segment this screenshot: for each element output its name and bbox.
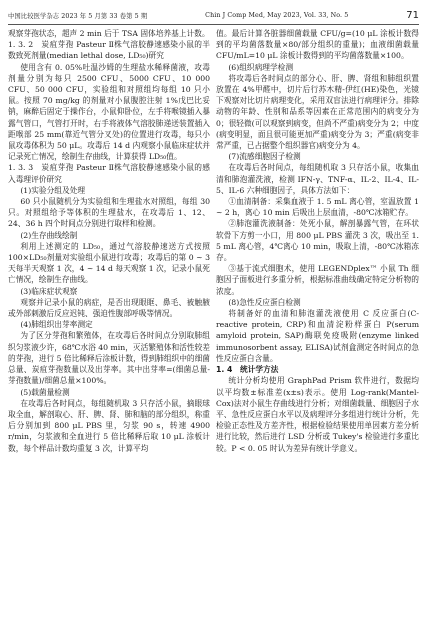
paragraph: (3)临床症状观察 [20, 286, 78, 296]
journal-title-cn: 中国比较医学杂志 2023 年 5 月第 33 卷第 5 期 [8, 12, 148, 20]
paragraph: ②肺泡灌洗液制备：处死小鼠，解剖暴露气管，在环状软骨下方剪一小口，用 800 μL PBS 灌洗 3 次，吸出至 1. 5 mL 离心管，4℃离心 10 min，吸取上清，-80℃冰箱冻存。 [216, 219, 419, 263]
paragraph: 为了区分芽孢和繁殖体，在攻毒后各时间点分别取肺组织匀浆液少许，68℃水浴 40 min，灭活繁殖体和活性较差的芽孢，进行 5 倍比稀释后涂板计数，得到肺组织中的细菌总量、炭疽芽孢数量以及出芽率。其中出芽率=(细菌总量-芽孢数量)/细菌总量×100%。 [8, 331, 210, 386]
paragraph: 使用含有 0. 05%吐温沙姆的生理盐水稀释菌液，攻毒剂量分别为每只 2500 CFU、5000 CFU、10 000 CFU、50 000 CFU，实验组和对照组均每组 10 只小鼠。按照 70 mg/kg 的剂量对小鼠腹腔注射 1%戊巴比妥钠，麻醉后固定于操作台，小鼠仰卧位，左手将喉镜插入暴露气管口，气管打开时，右手将液体气溶胶肺递送装置插入距喉部 25 mm(靠近气管分叉处)的位置进行攻毒，每只小鼠攻毒体积为 50 μL。攻毒后 14 d 内观察小鼠临床症状并记录死亡情况，绘制生存曲线，计算获得 LD₅₀值。 [8, 62, 210, 162]
journal-title-en: Chin J Comp Med, May 2023, Vol. 33, No. 5 [205, 11, 349, 19]
section-heading: 1. 3. 3 炭疽芽孢 Pasteur Ⅱ株气溶胶静速感染小鼠的感入毒理评价研究 [8, 163, 210, 184]
paragraph: (5)载菌量检测 [20, 387, 70, 397]
paragraph: 将攻毒后各时间点的部分心、肝、脾、肾组和肺组织置放置在 4%甲醛中，切片后行苏木精-伊红(HE)染色，光镜下观察对比切片病理变化，采用双盲法进行病理评分。排除动物的年龄、性别和品系等因素在正常范围内的病变分为 0；很轻微(可以观察到病变，但尚不严重)病变分为 2；中度(病变明显，面且很可能更加严重)病变分为 3；严重(病变非常严重，已占据整个组织器官)病变分为 4。 [216, 73, 419, 151]
paragraph: (8)急性反应蛋白检测 [228, 297, 301, 307]
running-header [8, 8, 419, 22]
paragraph: ①血清制备：采集血液于 1. 5 mL 离心管，室温放置 1 ~ 2 h，离心 10 min 后吸出上层血清，-80℃冰箱贮存。 [216, 197, 419, 218]
section-heading: 1. 3. 2 炭疽芽孢 Pasteur Ⅱ株气溶胶静速感染小鼠的半数致死剂量(median lethal dose, LD₅₀)研究 [8, 40, 210, 61]
paragraph: ③基于流式细胞术，使用 LEGENDplex™ 小鼠 Th 细胞因子面板进行多重分析，根据标准曲线确定特定分析物的浓度。 [216, 264, 419, 296]
paragraph: 观察芽孢状态，超声 2 min 后于 TSA 固体培养基上计数。 [8, 29, 210, 38]
paragraph: 在攻毒后各时间点，每组随机取 3 只存活小鼠，摘眼球取全血，解剖取心、肝、脾、肾、肺和脑的部分组织，称重后分别加到 800 μL PBS 里，匀浆 90 s，转速 4900 r/min，匀浆液和全血进行 5 倍比稀释后取 10 μL 涂板计数，每个样品计数均重复 3 次，计算平均 [8, 398, 210, 453]
paragraph: 值。最后计算各脏器细菌载量 CFU/g=(10 μL 涂板计数得到的平均菌落数量×80/部分组织的重量)；血液细菌载量 CFU/mL=10 μL 涂板计数得到的平均菌落数量×100。 [216, 29, 419, 61]
paragraph: (1)实验分组及处理 [20, 185, 86, 195]
paragraph: 将制备好的血清和肺泡灌洗液使用 C 反应蛋白(C-reactive protein, CRP)和血清淀粉样蛋白 P(serum amyloid protein, SAP)酶联免疫吸附(enzyme linked immunosorbent assay, ELISA)试剂盒测定各时间点的急性反应蛋白含量。 [216, 309, 419, 363]
left-column [8, 28, 210, 454]
paragraph: 60 只小鼠随机分为实验组和生理盐水对照组，每组 30 只。对照组给予等体积的生理盐水，在攻毒后 1、12、24、36 h 四个时间点分别进行取样和检测。 [8, 197, 210, 229]
paragraph: 观察并记录小鼠的病症，是否出现眼眶、鼻毛、被触腋或外部刺激后反应迟钝、强迫性腹部呼吸等情况。 [8, 297, 210, 319]
page-number: 71 [406, 9, 419, 21]
paragraph: 统计分析均使用 GraphPad Prism 软件进行，数据均以平均数±标准差(x±s)表示。使用 Log-rank(Mantel-Cox)法对小鼠生存曲线进行分析；对细菌载量、细胞因子水平、急性反应蛋白水平以及病理评分多组进行统计分析，先检验正态性及方差齐性，根据检验结果使用单因素方差分析进行比较，然后进行 LSD 分析或 Tukey's 检验进行多重比较。P < 0. 05 时认为差异有统计学意义。 [216, 376, 419, 453]
paragraph: (2)生存曲线绘制 [20, 230, 78, 240]
section-heading: 1. 4 统计学方法 [216, 365, 279, 375]
header-rule [8, 24, 419, 25]
paragraph: 利用上述测定的 LD₅₀，通过气溶胶静速送方式按照 100×LD₅₀剂量对实验组小鼠进行攻毒；攻毒后的第 0 ~ 3 天每半天观察 1 次，4 ~ 14 d 每天观察 1 次，记录小鼠死亡情况，绘制生存曲线。 [8, 241, 210, 285]
paragraph: 在攻毒后各时间点，每组随机取 3 只存活小鼠，收集血清和肺泡灌洗液，检测 IFN-γ、TNF-α、IL-2、IL-4、IL-5、IL-6 六种细胞因子，具体方法如下： [216, 163, 419, 195]
paragraph: (6)组织病理学检测 [228, 62, 294, 72]
paragraph: (4)肺组织出芽率测定 [20, 320, 93, 330]
right-column [216, 28, 419, 454]
paragraph: (7)流感细胞因子检测 [228, 152, 301, 162]
